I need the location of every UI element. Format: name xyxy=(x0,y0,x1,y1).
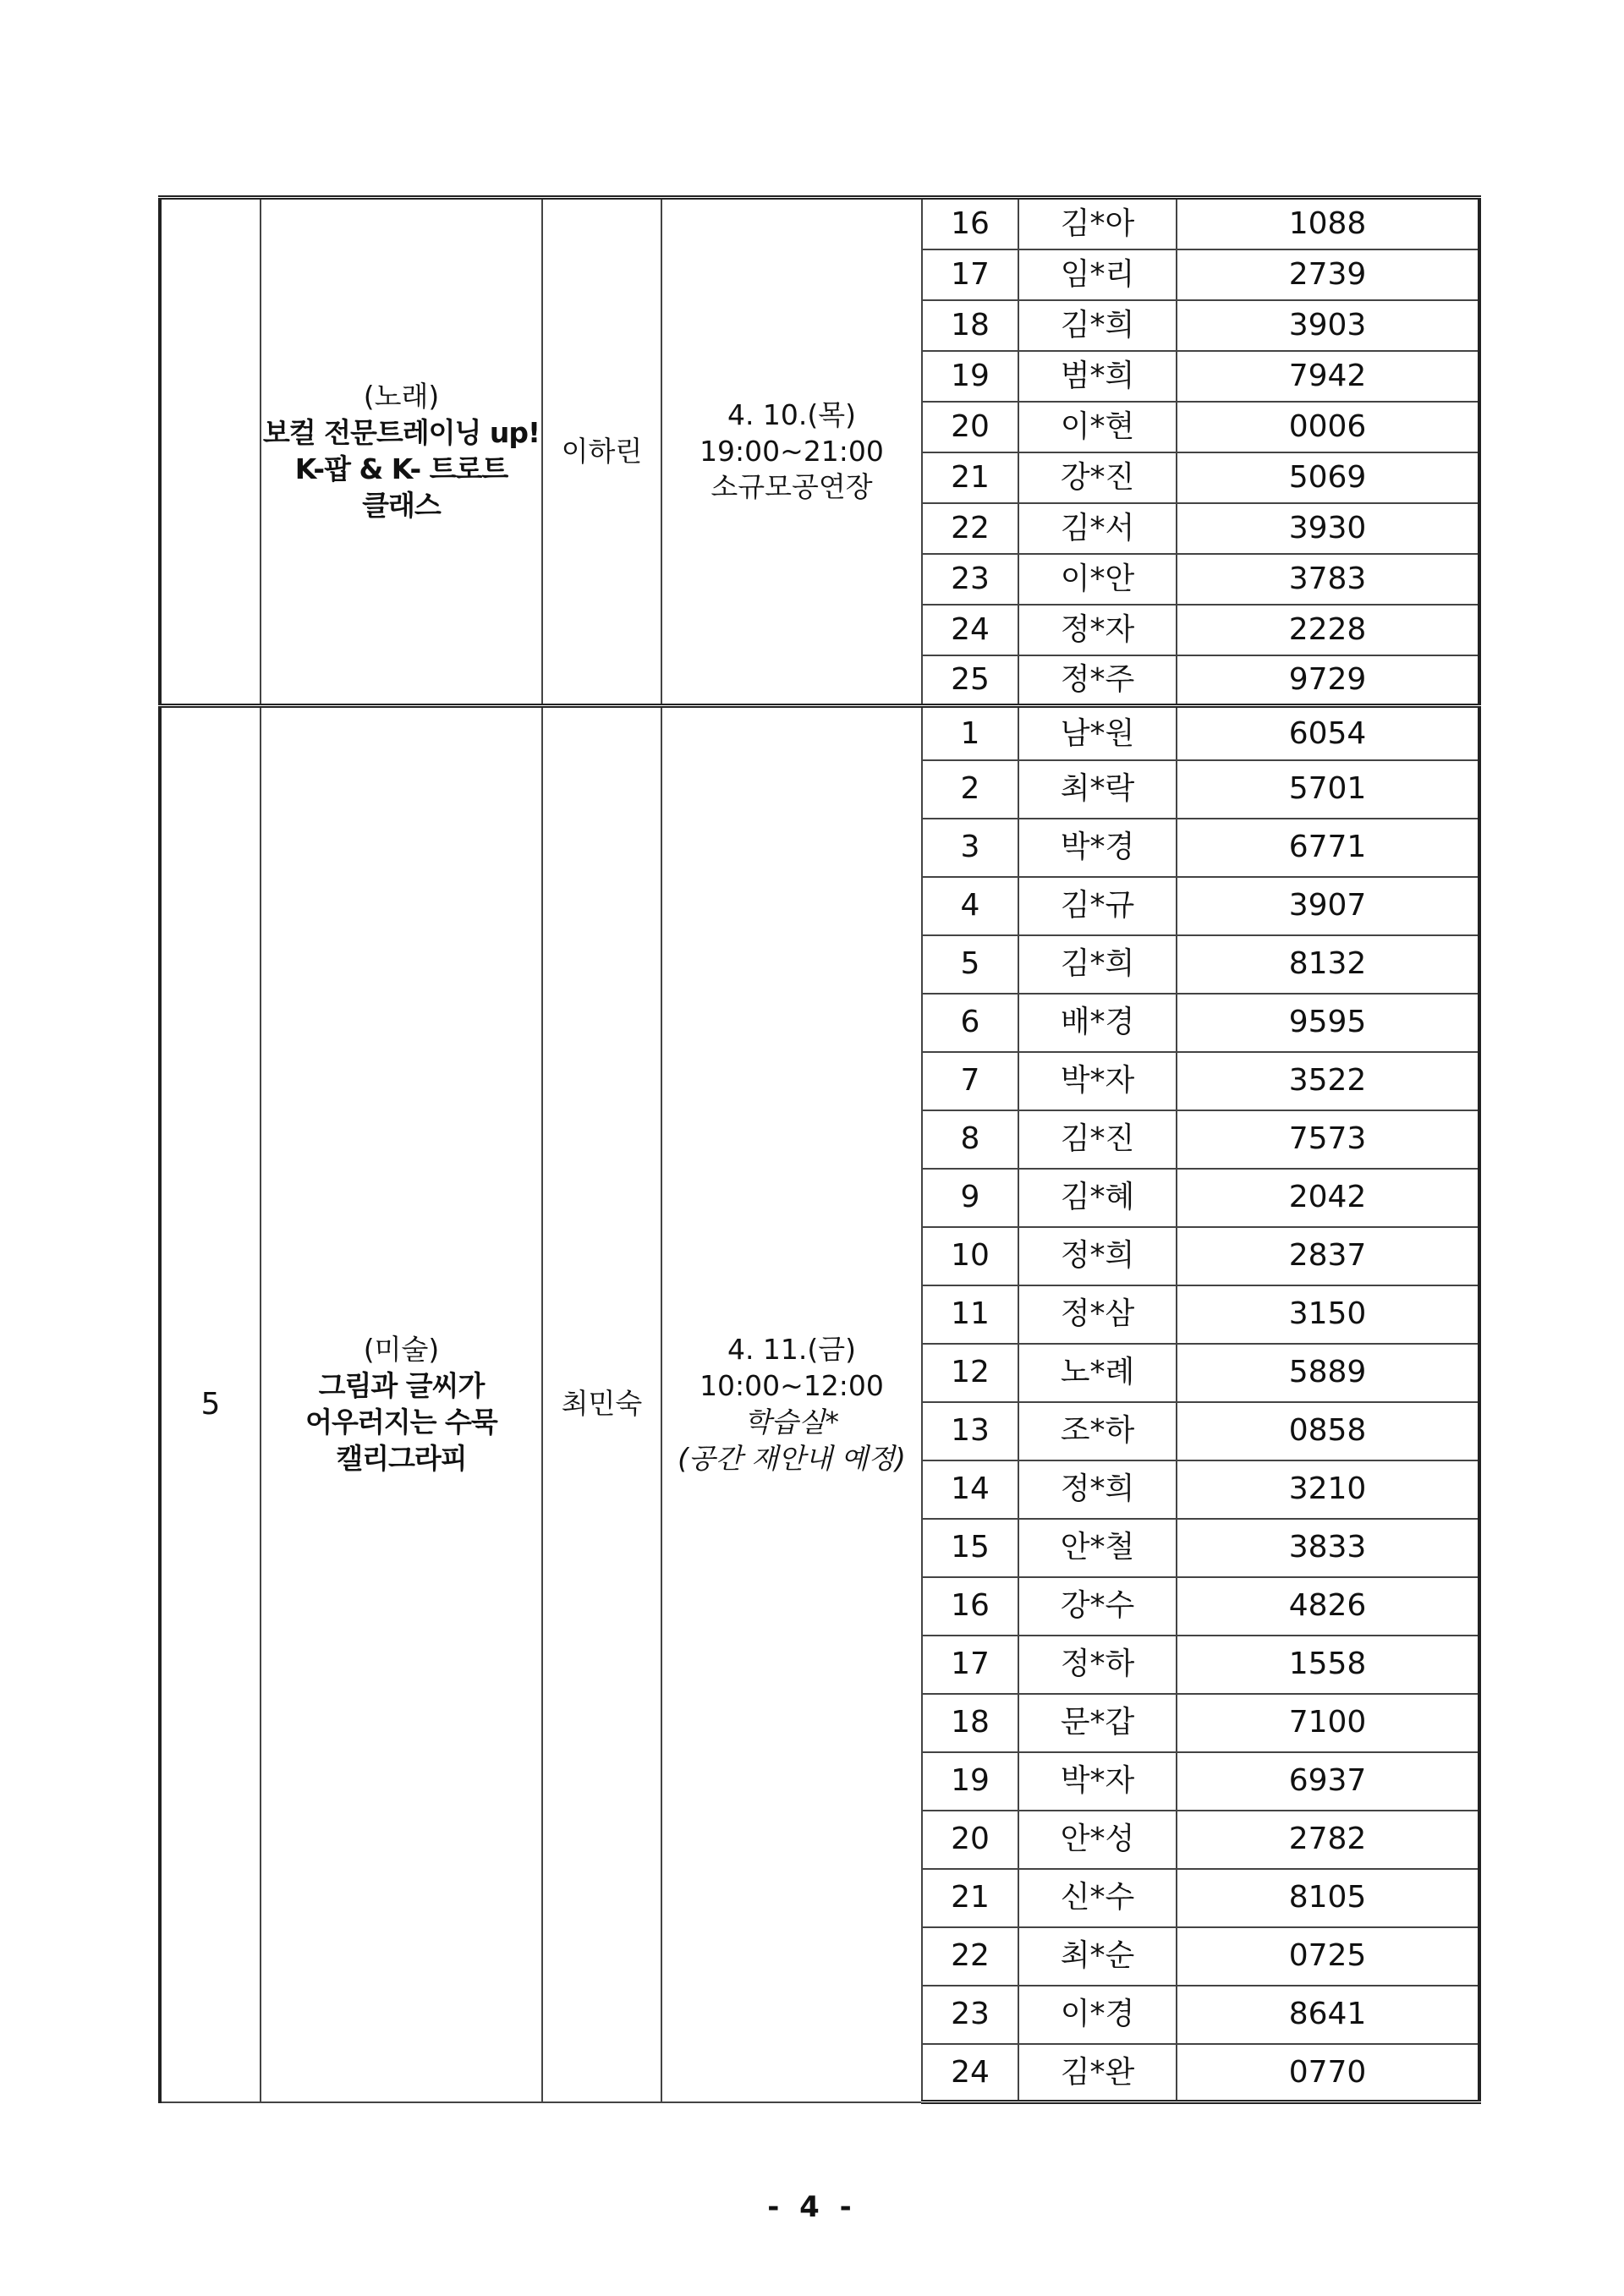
phone-last4-cell: 3522 xyxy=(1177,1052,1479,1110)
phone-last4-cell: 5889 xyxy=(1177,1344,1479,1402)
name-cell: 문*갑 xyxy=(1018,1694,1177,1752)
name-cell: 이*안 xyxy=(1018,554,1177,605)
name-cell: 박*자 xyxy=(1018,1052,1177,1110)
seq-cell: 8 xyxy=(922,1110,1018,1169)
phone-last4-cell: 4826 xyxy=(1177,1577,1479,1636)
name-cell: 김*아 xyxy=(1018,198,1177,249)
name-cell: 정*하 xyxy=(1018,1636,1177,1694)
name-cell: 김*규 xyxy=(1018,877,1177,935)
seq-cell: 17 xyxy=(922,249,1018,300)
phone-last4-cell: 9595 xyxy=(1177,994,1479,1052)
name-cell: 노*례 xyxy=(1018,1344,1177,1402)
phone-last4-cell: 6771 xyxy=(1177,819,1479,877)
seq-cell: 21 xyxy=(922,1869,1018,1927)
seq-cell: 13 xyxy=(922,1402,1018,1460)
name-cell: 조*하 xyxy=(1018,1402,1177,1460)
name-cell: 김*희 xyxy=(1018,300,1177,351)
page-number: - 4 - xyxy=(767,2190,857,2224)
phone-last4-cell: 8641 xyxy=(1177,1986,1479,2044)
phone-last4-cell: 6937 xyxy=(1177,1752,1479,1811)
phone-last4-cell: 2837 xyxy=(1177,1227,1479,1285)
seq-cell: 14 xyxy=(922,1460,1018,1519)
seq-cell: 10 xyxy=(922,1227,1018,1285)
program-title-line: 보컬 전문트레이닝 up! xyxy=(262,416,540,450)
program-cell xyxy=(261,198,542,706)
schedule-place: 학습실* xyxy=(743,1405,840,1438)
seq-cell: 20 xyxy=(922,1811,1018,1869)
seq-cell: 19 xyxy=(922,1752,1018,1811)
seq-cell: 25 xyxy=(922,655,1018,706)
phone-last4-cell: 0006 xyxy=(1177,402,1479,452)
seq-cell: 4 xyxy=(922,877,1018,935)
instructor-cell: 최민숙 xyxy=(542,706,661,2102)
name-cell: 정*주 xyxy=(1018,655,1177,706)
phone-last4-cell: 3210 xyxy=(1177,1460,1479,1519)
phone-last4-cell: 1558 xyxy=(1177,1636,1479,1694)
schedule-cell xyxy=(661,706,922,2102)
seq-cell: 15 xyxy=(922,1519,1018,1577)
program-title-line: 캘리그라피 xyxy=(336,1441,467,1475)
schedule-time: 10:00~12:00 xyxy=(700,1368,884,1402)
phone-last4-cell: 2228 xyxy=(1177,605,1479,655)
phone-last4-cell: 3833 xyxy=(1177,1519,1479,1577)
program-title-line: 어우러지는 수묵 xyxy=(305,1405,497,1438)
phone-last4-cell: 1088 xyxy=(1177,198,1479,249)
phone-last4-cell: 5069 xyxy=(1177,452,1479,503)
seq-cell: 23 xyxy=(922,554,1018,605)
name-cell: 정*삼 xyxy=(1018,1285,1177,1344)
seq-cell: 22 xyxy=(922,503,1018,554)
program-title-line: 그림과 글씨가 xyxy=(318,1368,485,1402)
name-cell: 정*희 xyxy=(1018,1227,1177,1285)
program-title-line: 클래스 xyxy=(362,488,441,522)
seq-cell: 22 xyxy=(922,1927,1018,1986)
seq-cell: 6 xyxy=(922,994,1018,1052)
seq-cell: 24 xyxy=(922,2044,1018,2102)
name-cell: 최*순 xyxy=(1018,1927,1177,1986)
table-body xyxy=(160,198,1479,2102)
seq-cell: 1 xyxy=(922,706,1018,760)
schedule-place-note: (공간 재안내 예정) xyxy=(678,1441,906,1475)
program-category: (노래) xyxy=(363,380,440,414)
name-cell: 이*경 xyxy=(1018,1986,1177,2044)
seq-cell: 24 xyxy=(922,605,1018,655)
phone-last4-cell: 7573 xyxy=(1177,1110,1479,1169)
participant-table xyxy=(158,195,1481,2104)
name-cell: 박*경 xyxy=(1018,819,1177,877)
schedule-date: 4. 11.(금) xyxy=(727,1332,857,1366)
name-cell: 김*진 xyxy=(1018,1110,1177,1169)
seq-cell: 23 xyxy=(922,1986,1018,2044)
phone-last4-cell: 6054 xyxy=(1177,706,1479,760)
name-cell: 강*진 xyxy=(1018,452,1177,503)
name-cell: 김*완 xyxy=(1018,2044,1177,2102)
seq-cell: 20 xyxy=(922,402,1018,452)
program-title-line: K-팝 & K- 트로트 xyxy=(294,452,508,485)
phone-last4-cell: 0770 xyxy=(1177,2044,1479,2102)
name-cell: 김*서 xyxy=(1018,503,1177,554)
name-cell: 김*혜 xyxy=(1018,1169,1177,1227)
name-cell: 김*희 xyxy=(1018,935,1177,994)
name-cell: 임*리 xyxy=(1018,249,1177,300)
phone-last4-cell: 0858 xyxy=(1177,1402,1479,1460)
phone-last4-cell: 2782 xyxy=(1177,1811,1479,1869)
program-category: (미술) xyxy=(363,1332,440,1366)
seq-cell: 21 xyxy=(922,452,1018,503)
phone-last4-cell: 0725 xyxy=(1177,1927,1479,1986)
seq-cell: 19 xyxy=(922,351,1018,402)
seq-cell: 9 xyxy=(922,1169,1018,1227)
name-cell: 안*철 xyxy=(1018,1519,1177,1577)
seq-cell: 12 xyxy=(922,1344,1018,1402)
schedule-place: 소규모공연장 xyxy=(710,470,873,504)
phone-last4-cell: 3903 xyxy=(1177,300,1479,351)
schedule-date: 4. 10.(목) xyxy=(727,397,857,431)
phone-last4-cell: 2739 xyxy=(1177,249,1479,300)
schedule-cell xyxy=(661,198,922,706)
seq-cell: 18 xyxy=(922,300,1018,351)
seq-cell: 18 xyxy=(922,1694,1018,1752)
name-cell: 박*자 xyxy=(1018,1752,1177,1811)
phone-last4-cell: 8105 xyxy=(1177,1869,1479,1927)
table-row xyxy=(160,706,1479,760)
name-cell: 배*경 xyxy=(1018,994,1177,1052)
name-cell: 신*수 xyxy=(1018,1869,1177,1927)
program-cell xyxy=(261,706,542,2102)
name-cell: 안*성 xyxy=(1018,1811,1177,1869)
phone-last4-cell: 9729 xyxy=(1177,655,1479,706)
name-cell: 강*수 xyxy=(1018,1577,1177,1636)
phone-last4-cell: 3930 xyxy=(1177,503,1479,554)
seq-cell: 17 xyxy=(922,1636,1018,1694)
phone-last4-cell: 3783 xyxy=(1177,554,1479,605)
name-cell: 이*현 xyxy=(1018,402,1177,452)
phone-last4-cell: 7942 xyxy=(1177,351,1479,402)
phone-last4-cell: 7100 xyxy=(1177,1694,1479,1752)
phone-last4-cell: 3150 xyxy=(1177,1285,1479,1344)
name-cell: 정*자 xyxy=(1018,605,1177,655)
session-number-cell xyxy=(160,198,261,706)
table-row xyxy=(160,198,1479,249)
seq-cell: 7 xyxy=(922,1052,1018,1110)
name-cell: 범*희 xyxy=(1018,351,1177,402)
session-number-cell: 5 xyxy=(160,706,261,2102)
instructor-cell: 이하린 xyxy=(542,198,661,706)
phone-last4-cell: 2042 xyxy=(1177,1169,1479,1227)
name-cell: 남*원 xyxy=(1018,706,1177,760)
seq-cell: 3 xyxy=(922,819,1018,877)
seq-cell: 16 xyxy=(922,198,1018,249)
name-cell: 정*희 xyxy=(1018,1460,1177,1519)
seq-cell: 16 xyxy=(922,1577,1018,1636)
seq-cell: 5 xyxy=(922,935,1018,994)
schedule-time: 19:00~21:00 xyxy=(700,434,884,468)
name-cell: 최*락 xyxy=(1018,760,1177,819)
phone-last4-cell: 8132 xyxy=(1177,935,1479,994)
seq-cell: 11 xyxy=(922,1285,1018,1344)
phone-last4-cell: 5701 xyxy=(1177,760,1479,819)
phone-last4-cell: 3907 xyxy=(1177,877,1479,935)
seq-cell: 2 xyxy=(922,760,1018,819)
